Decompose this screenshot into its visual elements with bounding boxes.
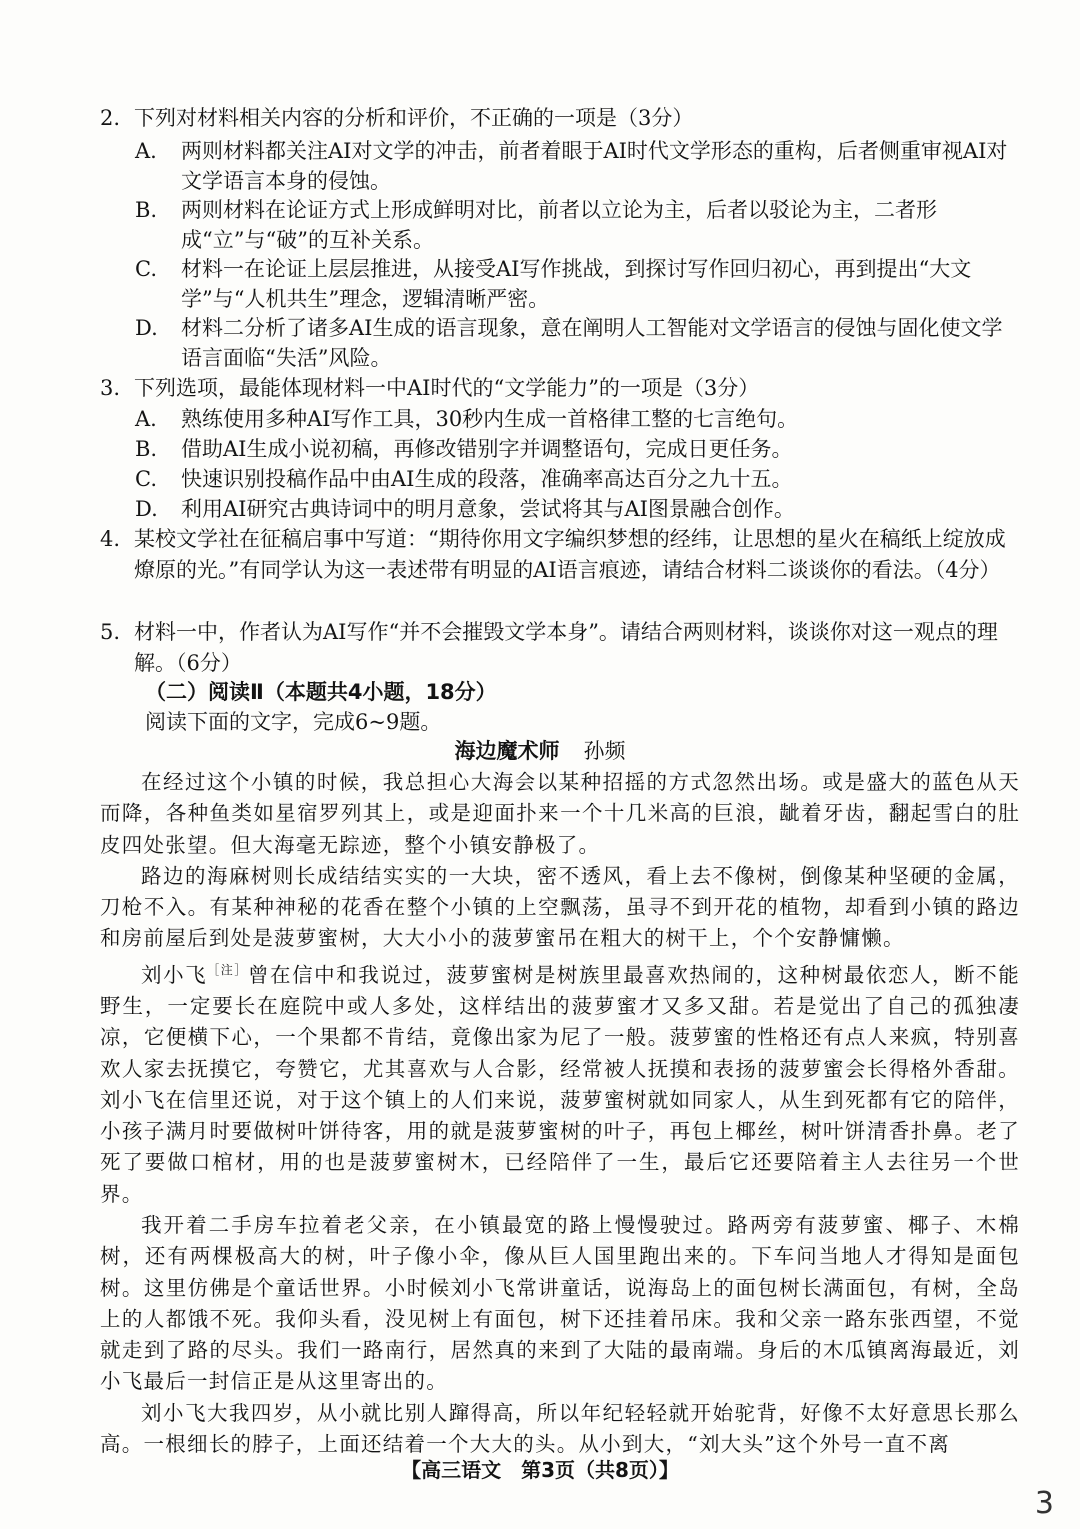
option-text: 材料二分析了诸多AI生成的语言现象，意在阐明人工智能对文学语言的侵蚀与固化使文学语言面临“失活”风险。	[181, 316, 1003, 370]
option-label: D.	[135, 316, 158, 340]
character-name: 刘小飞	[141, 962, 208, 987]
question-stem: 材料一中，作者认为AI写作“并不会摧毁文学本身”。请结合两则材料，谈谈你对这一观点的理解。（6分）	[134, 620, 998, 675]
option-b	[135, 195, 1015, 255]
option-label: B.	[135, 198, 158, 222]
section-instruction: 阅读下面的文字，完成6~9题。	[145, 710, 442, 734]
question-stem: 某校文学社在征稿启事中写道：“期待你用文字编织梦想的经纬，让思想的星火在稿纸上绽放成燎原的光。”有同学认为这一表述带有明显的AI语言痕迹，请结合材料二谈谈你的看法。（4分）	[134, 527, 1006, 582]
option-a	[135, 404, 1015, 434]
option-b	[135, 434, 1015, 464]
story-author: 孙频	[583, 739, 626, 763]
section-heading: （二）阅读Ⅱ（本题共4小题，18分）	[145, 680, 497, 704]
question-5	[100, 617, 1020, 679]
option-text: 材料一在论证上层层推进，从接受AI写作挑战，到探讨写作回归初心，再到提出“大文学”与“人机共生”理念，逻辑清晰严密。	[181, 257, 972, 311]
option-text: 两则材料都关注AI对文学的冲击，前者着眼于AI时代文学形态的重构，后者侧重审视AI对文学语言本身的侵蚀。	[181, 139, 1008, 193]
option-c	[135, 464, 1015, 494]
question-4	[100, 524, 1020, 586]
question-number: 4.	[100, 527, 121, 551]
story-body	[100, 767, 1020, 1460]
option-c	[135, 254, 1015, 314]
option-label: A.	[135, 139, 157, 163]
option-label: C.	[135, 467, 157, 491]
question-number: 3.	[100, 376, 121, 400]
question-2	[100, 103, 1020, 134]
story-paragraph-3	[100, 955, 1020, 1210]
story-paragraph-2: 路边的海麻树则长成结结实实的一大块，密不透风，看上去不像树，倒像某种坚硬的金属，刀枪不入。有某种神秘的花香在整个小镇的上空飘荡，虽寻不到开花的植物，却看到小镇的路边和房前屋后到处是菠萝蜜树，大大小小的菠萝蜜吊在粗大的树干上，个个安静慵懒。	[100, 863, 1020, 951]
question-number: 2.	[100, 106, 121, 130]
option-text: 两则材料在论证方式上形成鲜明对比，前者以立论为主，后者以驳论为主，二者形成“立”与“破”的互补关系。	[181, 198, 937, 252]
option-text: 快速识别投稿作品中由AI生成的段落，准确率高达百分之九十五。	[181, 467, 793, 491]
question-number: 5.	[100, 620, 121, 644]
story-paragraph-4: 我开着二手房车拉着老父亲，在小镇最宽的路上慢慢驶过。路两旁有菠萝蜜、椰子、木棉树，还有两棵极高大的树，叶子像小伞，像从巨人国里跑出来的。下车问当地人才得知是面包树。这里仿佛是个童话世界。小时候刘小飞常讲童话，说海岛上的面包树长满面包，有树，全岛上的人都饿不死。我仰头看，没见树上有面包，树下还挂着吊床。我和父亲一路东张西望，不觉就走到了路的尽头。我们一路南行，居然真的来到了大陆的最南端。身后的木瓜镇离海最近，刘小飞最后一封信正是从这里寄出的。	[100, 1212, 1020, 1394]
question-3	[100, 373, 1020, 404]
question-stem: 下列对材料相关内容的分析和评价，不正确的一项是（3分）	[134, 106, 694, 130]
option-label: C.	[135, 257, 157, 281]
question-stem: 下列选项，最能体现材料一中AI时代的“文学能力”的一项是（3分）	[134, 376, 760, 400]
story-title-line	[0, 736, 1080, 766]
option-label: D.	[135, 497, 158, 521]
option-label: A.	[135, 407, 157, 431]
option-text: 借助AI生成小说初稿，再修改错别字并调整语句，完成日更任务。	[181, 437, 793, 461]
footnote-marker: ［注］	[207, 962, 248, 977]
option-text: 利用AI研究古典诗词中的明月意象，尝试将其与AI图景融合创作。	[181, 497, 795, 521]
option-label: B.	[135, 437, 158, 461]
option-d	[135, 313, 1015, 373]
story-paragraph-1: 在经过这个小镇的时候，我总担心大海会以某种招摇的方式忽然出场。或是盛大的蓝色从天而降，各种鱼类如星宿罗列其上，或是迎面扑来一个十几米高的巨浪，龇着牙齿，翻起雪白的肚皮四处张望。但大海毫无踪迹，整个小镇安静极了。	[100, 770, 1020, 857]
paragraph-text: 曾在信中和我说过，菠萝蜜树是树族里最喜欢热闹的，这种树最依恋人，断不能野生，一定要长在庭院中或人多处，这样结出的菠萝蜜才又多又甜。若是觉出了自己的孤独凄凉，它便横下心，一个果都不肯结，竟像出家为尼了一般。菠萝蜜的性格还有点人来疯，特别喜欢人家去抚摸它，夸赞它，尤其喜欢与人合影，经常被人抚摸和表扬的菠萝蜜会长得格外香甜。刘小飞在信里还说，对于这个镇上的人们来说，菠萝蜜树就如同家人，从生到死都有它的陪伴，小孩子满月时要做树叶饼待客，用的就是菠萝蜜树的叶子，再包上椰丝，树叶饼清香扑鼻。老了死了要做口棺材，用的也是菠萝蜜树木，已经陪伴了一生，最后它还要陪着主人去往另一个世界。	[100, 962, 1021, 1206]
story-title: 海边魔术师	[454, 739, 560, 763]
option-text: 熟练使用多种AI写作工具，30秒内生成一首格律工整的七言绝句。	[181, 407, 799, 431]
option-d	[135, 494, 1015, 524]
story-paragraph-5: 刘小飞大我四岁，从小就比别人蹿得高，所以年纪轻轻就开始驼背，好像不太好意思长那么高。一根细长的脖子，上面还结着一个大大的头。从小到大，“刘大头”这个外号一直不离	[100, 1400, 1020, 1457]
page-footer: 【高三语文 第3页（共8页）】	[401, 1458, 679, 1482]
option-a	[135, 136, 1015, 196]
page-corner-number: 3	[1034, 1486, 1054, 1521]
